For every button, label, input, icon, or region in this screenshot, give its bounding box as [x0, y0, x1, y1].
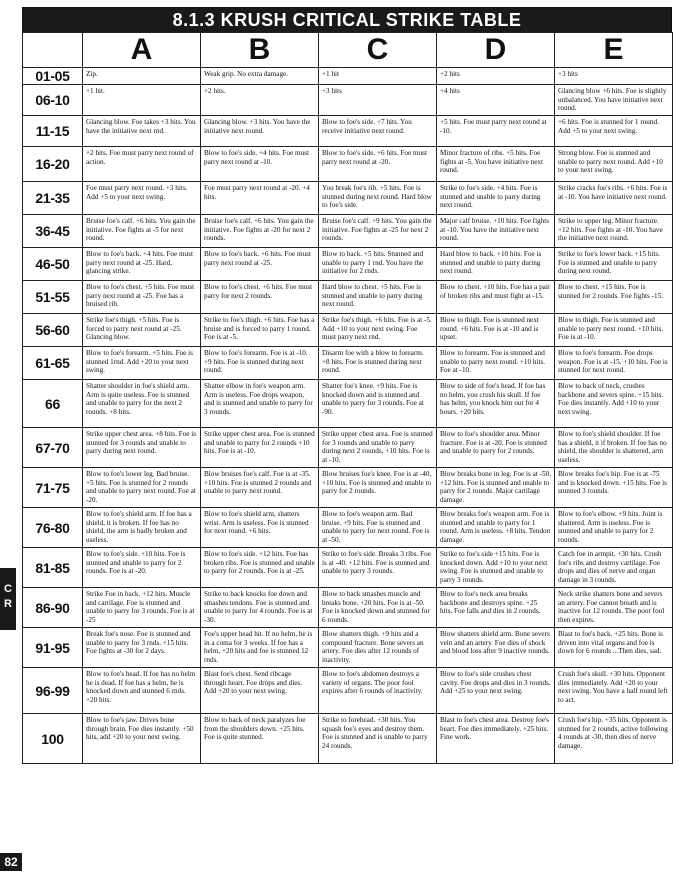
result-cell: Blow to forearm. Foe is stunned and unable to parry next round. +10 hits. Foe at -10.: [437, 347, 555, 380]
column-header-c: C: [319, 33, 437, 68]
table-row: [23, 380, 673, 428]
result-cell: +1 hit.: [83, 85, 201, 116]
table-row: [23, 668, 673, 714]
result-cell: Blow to thigh. Foe is stunned next round. +6 hits. Foe is at -10 and is upset.: [437, 314, 555, 347]
result-cell: Blow to foe's forearm. Foe is at -10. +9 hits. Foe is stunned during next round.: [201, 347, 319, 380]
result-cell: Hard blow to back. +10 hits. Foe is stunned and unable to parry during next round.: [437, 248, 555, 281]
result-cell: Bruise foe's calf. +9 hits. You gain the initiative. Foe fights at -25 for next 2 rounds.: [319, 215, 437, 248]
result-cell: Blow shatters shield arm. Bone severs vein and an artery. Foe dies of shock and blood loss after 9 inactive rounds.: [437, 628, 555, 668]
result-cell: +5 hits. Foe must parry next round at -10.: [437, 116, 555, 147]
result-cell: +3 hits: [555, 68, 673, 85]
result-cell: Blow to foe's shoulder area. Minor fracture. Foe is at -20. Foe is stunned and unable to parry for 2 rounds.: [437, 428, 555, 468]
result-cell: Strike to forehead. +30 hits. You squash foe's eyes and destroy them. Foe is stunned and is unable to parry 24 rounds.: [319, 714, 437, 764]
result-cell: +2 hits. Foe must parry next round of action.: [83, 147, 201, 182]
table-row: [23, 85, 673, 116]
table-row: [23, 68, 673, 85]
result-cell: Strike to foe's side. +4 hits. Foe is stunned and unable to parry during next round.: [437, 182, 555, 215]
side-tab: [0, 568, 16, 630]
result-cell: Blow to foe's side. +10 hits. Foe is stunned and unable to parry for 2 rounds. Foe is at -20.: [83, 548, 201, 588]
result-cell: Blow to foe's side. +4 hits. Foe must parry next round at -10.: [201, 147, 319, 182]
table-row: [23, 116, 673, 147]
result-cell: +6 hits. Foe is stunned for 1 round. Add +5 to your next swing.: [555, 116, 673, 147]
result-cell: Blow to foe's abdomen destroys a variety of organs. The poor fool expires after 6 rounds of inactivity.: [319, 668, 437, 714]
result-cell: You break foe's rib. +5 hits. Foe is stunned during next round. Hard blow to foe's side.: [319, 182, 437, 215]
result-cell: Strike upper chest area. Foe is stunned for 3 rounds and unable to parry during next 2 rounds, +10 hits. Foe is at -10.: [319, 428, 437, 468]
result-cell: Zip.: [83, 68, 201, 85]
roll-range: 91-95: [23, 628, 83, 668]
result-cell: Blow to foe's jaw. Drives bone through brain. Foe dies instantly. +50 hits, add +20 to your next swing.: [83, 714, 201, 764]
column-header-e: E: [555, 33, 673, 68]
result-cell: Blow bruises foe's knee. Foe is at -40, +10 hits. Foe is stunned and unable to parry for 2 rounds.: [319, 468, 437, 508]
roll-range: 06-10: [23, 85, 83, 116]
roll-range: 100: [23, 714, 83, 764]
page-number: 82: [0, 853, 22, 871]
result-cell: Blow to foe's side. +12 hits. Foe has broken ribs. Foe is stunned and unable to parry for 2 rounds. Foe is at -25.: [201, 548, 319, 588]
result-cell: Blast foe's chest. Send ribcage through heart. Foe drops and dies. Add +20 to your next swing.: [201, 668, 319, 714]
result-cell: Weak grip. No extra damage.: [201, 68, 319, 85]
result-cell: Minor fracture of ribs. +5 hits. Foe fights at -5. You have initiative next round.: [437, 147, 555, 182]
result-cell: Glancing blow. Foe takes +3 hits. You have the initiative next rnd.: [83, 116, 201, 147]
result-cell: Blow to foe's chest. +6 hits. Foe must parry for next 2 rounds.: [201, 281, 319, 314]
result-cell: Strike to back knocks foe down and smashes tendons. Foe is stunned and unable to parry for 4 rounds. Foe is at -30.: [201, 588, 319, 628]
result-cell: Strike to foe's lower back. +15 hits. Foe is stunned and unable to parry during next round.: [555, 248, 673, 281]
result-cell: Blow to foe's forearm. Foe drops weapon. Foe is at -15. +10 hits. Foe is stunned for next round.: [555, 347, 673, 380]
result-cell: Blow to back of neck, crushes backbone and severs spine. +15 hits. Foe dies instantly. Add +10 to your next swing.: [555, 380, 673, 428]
result-cell: Strike Foe in back. +12 hits. Muscle and cartilage. Foe is stunned and unable to parry for 3 rounds. Foe is at -25: [83, 588, 201, 628]
result-cell: Strike to foe's side. Breaks 3 ribs. Foe is at -40. +12 hits. Foe is stunned and unable to parry 3 rounds.: [319, 548, 437, 588]
result-cell: Strike foe's thigh. +6 hits. Foe is at -5. Add +10 to your next swing. Foe must parry next rnd.: [319, 314, 437, 347]
result-cell: Strike foe's thigh. +5 hits. Foe is forced to parry next round at -25. Glancing blow.: [83, 314, 201, 347]
table-row: [23, 314, 673, 347]
side-tab-letter: C: [4, 583, 12, 595]
result-cell: Shatter elbow in foe's weapon arm. Arm is useless. Foe drops weapon, and is stunned and unable to parry for 3 rounds.: [201, 380, 319, 428]
roll-range: 71-75: [23, 468, 83, 508]
result-cell: Blow breaks foe's weapon arm. Foe is stunned and unable to parry for 1 round. Arm is useless. +8 hits. Tendon damage.: [437, 508, 555, 548]
result-cell: Blow to side of foe's head. If foe has no helm, you crush his skull. If foe has helm, you knock him out for 4 hours. +20 hits.: [437, 380, 555, 428]
result-cell: Strike upper chest area. +8 hits. Foe is stunned for 3 rounds and unable to parry during next round.: [83, 428, 201, 468]
table-row: [23, 468, 673, 508]
result-cell: Blow to chest. +15 hits. Foe is stunned for 2 rounds. Foe fights -15.: [555, 281, 673, 314]
result-cell: Blow to foe's neck area breaks backbone and destroys spine. +25 hits. Foe falls and dies in 2 rounds.: [437, 588, 555, 628]
result-cell: Blow to foe's back. +4 hits. Foe must parry next round at -25. Hard, glancing strike.: [83, 248, 201, 281]
roll-range: 11-15: [23, 116, 83, 147]
result-cell: Foe's upper head hit. If no helm, he is in a coma for 3 weeks. If foe has a helm, +20 hits and foe is stunned 12 rnds.: [201, 628, 319, 668]
result-cell: Blow to foe's elbow. +9 hits. Joint is shattered. Arm is useless. Foe is stunned and unable to parry for 2 rounds.: [555, 508, 673, 548]
column-header-row: [23, 33, 673, 68]
roll-range: 96-99: [23, 668, 83, 714]
result-cell: Blow to foe's side. +6 hits. Foe must parry next round at -20.: [319, 147, 437, 182]
result-cell: Blow to foe's shield shoulder. If foe has a shield, it if broken. If foe has no shield, the shoulder is shattered, arm useless.: [555, 428, 673, 468]
roll-range: 16-20: [23, 147, 83, 182]
result-cell: Blow to back smashes muscle and breaks bone. +20 hits. Foe is at -50. Foe is knocked down and stunned for 6 rounds.: [319, 588, 437, 628]
table-row: [23, 548, 673, 588]
result-cell: Blow to thigh. Foe is stunned and unable to parry next round. +10 hits. Foe is at -10.: [555, 314, 673, 347]
roll-range: 66: [23, 380, 83, 428]
result-cell: Bruise foe's calf. +6 hits. You gain the initiative. Foe fights at -5 for next round.: [83, 215, 201, 248]
table-row: [23, 347, 673, 380]
roll-range: 01-05: [23, 68, 83, 85]
critical-strike-table: [22, 32, 673, 764]
column-header-b: B: [201, 33, 319, 68]
table-row: [23, 588, 673, 628]
column-header-d: D: [437, 33, 555, 68]
result-cell: Blow to foe's weapon arm. Bad bruise. +9 hits. Foe is stunned and unable to parry for next round. Foe is at -50.: [319, 508, 437, 548]
result-cell: Catch foe in armpit. +30 hits. Crush foe's ribs and destroy cartilage. Foe drops and dies of nerve and organ damage in 3 rounds.: [555, 548, 673, 588]
critical-strike-sheet: [22, 7, 672, 764]
result-cell: Blast to foe's back. +25 hits. Bone is driven into vital organs and foe is down for 6 rounds ...Then dies, sad.: [555, 628, 673, 668]
result-cell: Blow to foe's side. +7 hits. You receive initiative next round.: [319, 116, 437, 147]
result-cell: Strike to foe's thigh. +6 hits. Foe has a bruise and is forced to parry 1 round. Foe is at -5.: [201, 314, 319, 347]
roll-range: 86-90: [23, 588, 83, 628]
roll-range: 61-65: [23, 347, 83, 380]
table-row: [23, 248, 673, 281]
result-cell: Blow to foe's side crushes chest cavity. Foe drops and dies in 3 rounds. Add +25 to your next swing.: [437, 668, 555, 714]
result-cell: Blow bruises foe's calf. Foe is at -35. +10 hits. Foe is stunned 2 rounds and unable to parry next round.: [201, 468, 319, 508]
result-cell: Hard blow to chest. +5 hits. Foe is stunned and unable to parry during next round.: [319, 281, 437, 314]
result-cell: Blow to foe's shield arm, shatters wrist. Arm is useless. Foe is stunned for next round. +6 hits.: [201, 508, 319, 548]
result-cell: Blow to chest. +10 hits. Foe has a pair of broken ribs and must fight at -15.: [437, 281, 555, 314]
table-row: [23, 147, 673, 182]
result-cell: Blow to foe's chest. +5 hits. Foe must parry next round at -25. Foe has a bruised rib.: [83, 281, 201, 314]
result-cell: Glancing blow +6 hits. Foe is slightly unbalanced. You have initiative next round.: [555, 85, 673, 116]
roll-range: 67-70: [23, 428, 83, 468]
roll-range: 76-80: [23, 508, 83, 548]
roll-range: 56-60: [23, 314, 83, 347]
result-cell: Foe must parry next round. +3 hits. Add +5 to your next swing.: [83, 182, 201, 215]
result-cell: Strike cracks foe's ribs. +6 hits. Foe is at -10. You have initiative next round.: [555, 182, 673, 215]
table-row: [23, 215, 673, 248]
result-cell: Strike to upper leg. Minor fracture. +12 hits. Foe fights at -10. You have the initiative next round.: [555, 215, 673, 248]
result-cell: Strong blow. Foe is stunned and unable to parry next round. Add +10 to your next swing.: [555, 147, 673, 182]
page-title: 8.1.3 KRUSH CRITICAL STRIKE TABLE: [22, 7, 672, 32]
result-cell: Shatter shoulder in foe's shield arm. Arm is quite useless. Foe is stunned and unable to parry for the next 2 rounds. +8 hits.: [83, 380, 201, 428]
roll-range: 36-45: [23, 215, 83, 248]
table-row: [23, 428, 673, 468]
column-header-a: A: [83, 33, 201, 68]
result-cell: Blow to foe's lower leg. Bad bruise. +5 hits. Foe is stunned for 2 rounds and unable to parry next round. Foe at -20.: [83, 468, 201, 508]
result-cell: +3 hits: [319, 85, 437, 116]
result-cell: Neck strike shatters bone and severs an artery. Foe cannot breath and is inactive for 12 rounds. The poor fool then expires.: [555, 588, 673, 628]
roll-range: 21-35: [23, 182, 83, 215]
table-row: [23, 182, 673, 215]
result-cell: +1 hit: [319, 68, 437, 85]
result-cell: Glancing blow. +3 hits. You have the initiative next round.: [201, 116, 319, 147]
roll-range: 46-50: [23, 248, 83, 281]
roll-range: 51-55: [23, 281, 83, 314]
result-cell: Strike upper chest area. Foe is stunned and unable to parry for 2 rounds +10 hits. Foe is at -10.: [201, 428, 319, 468]
result-cell: Blow breaks bone in leg. Foe is at -50, +12 hits. Foe is stunned and unable to parry for 2 rounds. Major cartilage damage.: [437, 468, 555, 508]
result-cell: Blow to foe's head. If foe has no helm he is dead. If foe has a helm, he is knocked down and stunned 6 rnds. +20 hits.: [83, 668, 201, 714]
result-cell: Break foe's nose. Foe is stunned and unable to parry for 3 rnds. +15 hits. Foe fights at -30 for 2 days.: [83, 628, 201, 668]
table-row: [23, 628, 673, 668]
result-cell: Blow shatters thigh. +9 hits and a compound fracture. Bone severs an artery. Foe dies after 12 rounds of inactivity.: [319, 628, 437, 668]
result-cell: Major calf bruise. +10 hits. Foe fights at -10. You have the initiative next round.: [437, 215, 555, 248]
result-cell: +4 hits: [437, 85, 555, 116]
result-cell: +2 hits.: [201, 85, 319, 116]
result-cell: Crush foe's hip. +35 hits. Opponent is stunned for 2 rounds, active following 4 rounds at -30, then dies of nerve damage.: [555, 714, 673, 764]
result-cell: Blast to foe's chest area. Destroy foe's heart. Foe dies immediately. +25 hits. Fine work.: [437, 714, 555, 764]
side-tab-letter: R: [4, 598, 12, 610]
result-cell: Strike to foe's side +15 hits. Foe is knocked down. Add +10 to your next swing. Foe is stunned and unable to parry 3 rounds.: [437, 548, 555, 588]
roll-range: 81-85: [23, 548, 83, 588]
result-cell: Bruise foe's calf. +6 hits. You gain the initiative. Foe fights at -20 for next 2 rounds.: [201, 215, 319, 248]
result-cell: Blow to foe's shield arm. If foe has a shield, it is broken. If foe has no shield, the arm is badly broken and useless.: [83, 508, 201, 548]
result-cell: Blow to foe's forearm. +5 hits. Foe is stunned 1rnd. Add +20 to your next swing.: [83, 347, 201, 380]
result-cell: +2 hits: [437, 68, 555, 85]
result-cell: Shatter foe's knee. +9 hits. Foe is knocked down and is stunned and unable to parry for 3 rounds. Foe at -90.: [319, 380, 437, 428]
result-cell: Blow to back. +5 hits. Stunned and unable to parry 1 rnd. You have the initiative for 2 rnds.: [319, 248, 437, 281]
table-row: [23, 508, 673, 548]
result-cell: Foe must parry next round at -20. +4 hits.: [201, 182, 319, 215]
result-cell: Disarm foe with a blow to forearm. +8 hits. Foe is stunned during next round.: [319, 347, 437, 380]
corner-cell: [23, 33, 83, 68]
result-cell: Blow breaks foe's hip. Foe is at -75 and is knocked down. +15 hits. Foe is stunned 3 rounds.: [555, 468, 673, 508]
result-cell: Blow to foe's back. +6 hits. Foe must parry next round at -25.: [201, 248, 319, 281]
result-cell: Blow to back of neck paralyzes foe from the shoulders down. +25 hits. Foe is quite stunned.: [201, 714, 319, 764]
table-row: [23, 281, 673, 314]
table-row: [23, 714, 673, 764]
result-cell: Crush foe's skull. +30 hits. Opponent dies immediately. Add +20 to your next swing. You have a half round left to act.: [555, 668, 673, 714]
